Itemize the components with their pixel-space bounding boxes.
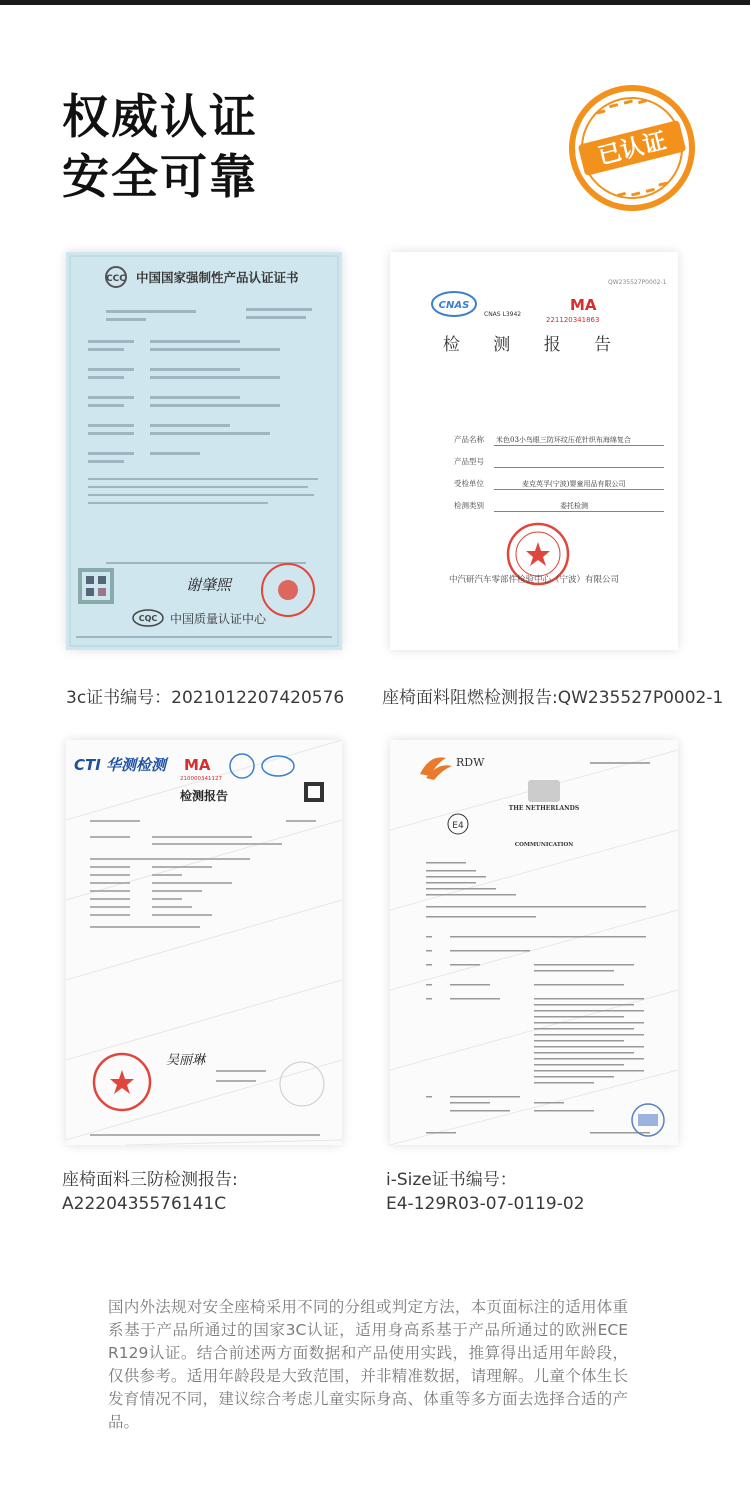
flame-field-label-2: 产品型号 (454, 457, 484, 466)
svg-text:CQC: CQC (138, 614, 158, 623)
three-proof-report-image (66, 740, 342, 1145)
three-proof-brand: CTI 华测检测 (74, 756, 167, 774)
three-proof-ma-number: 210000341127 (180, 776, 222, 782)
flame-report-caption-label: 座椅面料阻燃检测报告: (382, 688, 558, 708)
certificate-3c-title: 中国国家强制性产品认证证书 (136, 270, 299, 285)
isize-doc-title: COMMUNICATION (514, 842, 574, 848)
flame-report-cnas: CNAS L3942 (484, 311, 522, 318)
flame-field-value-3: 麦克英孚(宁波)婴童用品有限公司 (522, 480, 626, 488)
isize-brand: RDW (456, 756, 485, 769)
certificate-3c-issuer: 中国质量认证中心 (170, 612, 267, 626)
certificate-3c-card (66, 252, 342, 650)
svg-text:MA: MA (570, 296, 597, 314)
isize-caption-label: i-Size证书编号： (386, 1170, 517, 1190)
flame-field-label-3: 受检单位 (454, 479, 484, 488)
flame-report-caption-value: QW235527P0002-1 (557, 688, 724, 708)
three-proof-report-card (66, 740, 342, 1145)
svg-text:CNAS: CNAS (438, 300, 470, 311)
flame-report-title: 检 测 报 告 (442, 335, 626, 355)
svg-text:吴丽琳: 吴丽琳 (166, 1053, 206, 1068)
isize-country: THE NETHERLANDS (508, 805, 580, 812)
flame-report-card (390, 252, 678, 650)
flame-field-value-1: 米色03小鸟眼三防环纹压花针织布海绵复合 (496, 436, 631, 444)
certificate-3c-image (66, 252, 342, 650)
three-proof-caption-value: A2220435576141C (62, 1194, 227, 1214)
flame-report-image (390, 252, 678, 650)
flame-report-ma-number: 221120341863 (546, 316, 600, 324)
top-bar (0, 0, 750, 5)
flame-field-label-1: 产品名称 (454, 435, 484, 444)
isize-certificate-card (390, 740, 678, 1145)
certificate-3c-signature: 谢肇煕 (186, 576, 232, 594)
flame-field-value-4: 委托检测 (560, 502, 588, 510)
page-headline (62, 88, 258, 208)
isize-certificate-image (390, 740, 678, 1145)
three-proof-title: 检测报告 (179, 789, 229, 803)
isize-mark: E4 (452, 821, 464, 831)
flame-report-number: QW235527P0002-1 (608, 279, 667, 286)
flame-report-caption (382, 686, 723, 710)
flame-field-label-4: 检测类别 (454, 501, 484, 510)
certified-stamp-icon (552, 68, 712, 228)
stamp-text: 已认证 (595, 128, 669, 170)
three-proof-caption-label: 座椅面料三防检测报告: (62, 1170, 238, 1190)
headline-line-1: 权威认证 (62, 90, 258, 145)
disclaimer-text: 国内外法规对安全座椅采用不同的分组或判定方法，本页面标注的适用体重系基于产品所通过的国家3C认证，适用身高系基于产品所通过的欧洲ECE R129认证。结合前述两方面数据和产品使用实践，推算得出适用年龄段，仅供参考。适用年龄段是大致范围，并非精准数据，请理解。儿童个体生长发育情况不同，建议综合考虑儿童实际身高、体重等多方面去选择合适的产品。 (108, 1298, 628, 1431)
certificate-3c-caption-value: 2021012207420576 (171, 688, 345, 708)
svg-text:MA: MA (184, 756, 211, 774)
isize-caption (386, 1168, 585, 1216)
three-proof-caption (62, 1168, 238, 1216)
isize-caption-value: E4-129R03-07-0119-02 (386, 1194, 585, 1214)
certificate-3c-caption-label: 3c证书编号： (66, 688, 172, 708)
certificate-3c-caption (66, 686, 344, 710)
svg-text:CCC: CCC (106, 274, 126, 284)
headline-line-2: 安全可靠 (62, 150, 258, 205)
flame-report-issuer: 中汽研汽车零部件检验中心（宁波）有限公司 (448, 575, 620, 585)
